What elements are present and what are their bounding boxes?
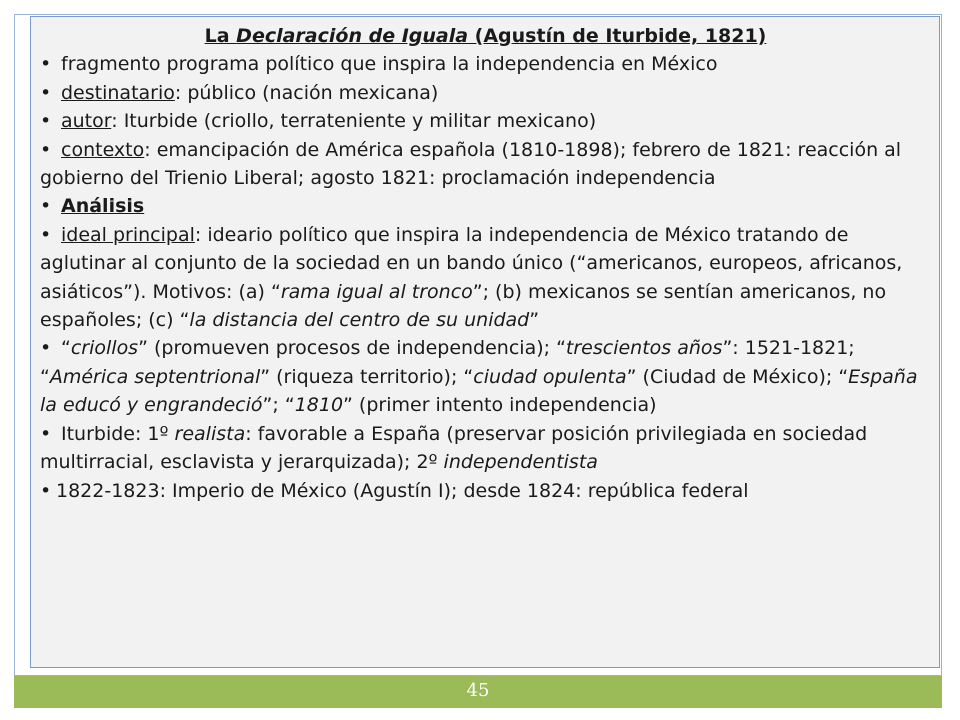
bullet-icon: • xyxy=(40,479,52,502)
bullet-icon: • xyxy=(40,223,52,246)
item-quote: la distancia del centro de su unidad xyxy=(189,309,530,332)
footer-bar xyxy=(14,676,942,708)
item-text: : público (nación mexicana) xyxy=(174,81,439,104)
item-quote: rama igual al tronco xyxy=(280,280,473,303)
item-text: Iturbide: 1º xyxy=(61,422,175,445)
bullet-item-destinatario xyxy=(40,79,931,107)
title-prefix: La xyxy=(204,25,237,47)
item-text: 1822-1823: Imperio de México (Agustín I); desde 1824: república federal xyxy=(56,479,749,502)
title-suffix: (Agustín de Iturbide, 1821) xyxy=(468,25,767,47)
bullet-icon: • xyxy=(40,110,52,133)
item-text: ” (promueven procesos de independencia); “ xyxy=(138,337,566,360)
content-box xyxy=(30,16,940,668)
item-label: Análisis xyxy=(61,195,145,218)
bullet-icon: • xyxy=(40,195,52,218)
bullet-item-iturbide xyxy=(40,420,931,477)
item-text: ” xyxy=(529,309,540,332)
item-text: ” (riqueza territorio); “ xyxy=(260,365,474,388)
item-label: autor xyxy=(61,110,112,133)
bullet-item-contexto xyxy=(40,136,931,193)
item-label: ideal principal xyxy=(61,223,195,246)
page-number: 45 xyxy=(466,680,490,701)
item-label: destinatario xyxy=(61,81,175,104)
item-text: “ xyxy=(61,337,71,360)
bullet-icon: • xyxy=(40,138,52,161)
item-text: : Iturbide (criollo, terrateniente y militar mexicano) xyxy=(111,110,597,133)
item-quote: criollos xyxy=(70,337,139,360)
bullet-item-autor xyxy=(40,107,931,135)
bullet-icon: • xyxy=(40,53,52,76)
item-quote: España la educó y engrandeció xyxy=(40,365,918,417)
item-quote: ciudad opulenta xyxy=(473,365,627,388)
item-text: ”: 1521-1821; “ xyxy=(40,337,855,388)
item-quote: América septentrional xyxy=(49,365,261,388)
bullet-item-citas xyxy=(40,334,931,419)
bullet-icon: • xyxy=(40,81,52,104)
item-quote: 1810 xyxy=(294,394,344,417)
bullet-item-imperio xyxy=(40,477,931,505)
item-text: : emancipación de América española (1810-1898); febrero de 1821: reacción al gobierno del Trienio Liberal; agosto 1821: proclamación independencia xyxy=(40,138,902,190)
item-quote: realista xyxy=(174,422,246,445)
title-work: Declaración de Iguala xyxy=(236,25,469,47)
item-text: ” (Ciudad de México); “ xyxy=(626,365,849,388)
item-text: ”; (b) mexicanos se sentían americanos, no españoles; (c) “ xyxy=(40,280,887,332)
bullet-icon: • xyxy=(40,337,52,360)
item-quote: independentista xyxy=(443,451,598,474)
item-text: ” (primer intento independencia) xyxy=(343,394,657,417)
item-text: fragmento programa político que inspira la independencia en México xyxy=(61,53,718,76)
slide-title xyxy=(40,22,931,50)
bullet-item-fragmento xyxy=(40,50,931,78)
item-text: : favorable a España (preservar posición privilegiada en sociedad multirracial, esclavista y jerarquizada); 2º xyxy=(40,422,868,474)
bullet-item-analisis xyxy=(40,192,931,220)
item-quote: trescientos años xyxy=(565,337,723,360)
item-label: contexto xyxy=(61,138,145,161)
item-text: ”; “ xyxy=(262,394,295,417)
item-text: : ideario político que inspira la independencia de México tratando de aglutinar al conjunto de la sociedad en un bando único (“americanos, europeos, africanos, asiáticos”). Motivos: (a) “ xyxy=(40,223,903,303)
bullet-icon: • xyxy=(40,422,52,445)
bullet-item-ideal-principal xyxy=(40,221,931,335)
